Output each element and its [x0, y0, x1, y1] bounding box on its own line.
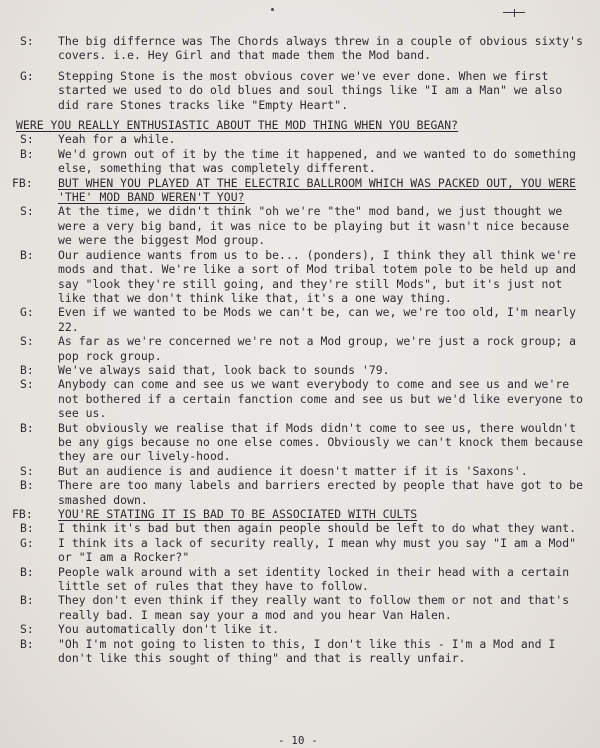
- speaker-label: G:: [20, 305, 34, 320]
- speaker-label: FB:: [12, 507, 33, 521]
- speaker-label: S:: [20, 463, 34, 478]
- transcript-line: [12, 536, 587, 565]
- transcript-line: [12, 565, 587, 594]
- transcript-line: [12, 464, 587, 478]
- line-text: I think its a lack of security really, I mean why must you say "I am a Mod" or "I am a Rocker?": [58, 535, 577, 565]
- speaker-label: S:: [20, 34, 34, 48]
- line-text: But obviously we realise that if Mods didn't come to see us, there wouldn't be any gigs because no one else comes. Obviously we can't knock them because they are our lively-hood.: [58, 420, 583, 464]
- speaker-label: B:: [20, 247, 34, 262]
- transcript-line: [12, 593, 587, 622]
- line-text: The big differnce was The Chords always threw in a couple of obvious sixty's covers. i.e. Hey Girl and that made them the Mod band.: [58, 34, 583, 63]
- speaker-label: S:: [20, 132, 34, 147]
- speaker-label: B:: [20, 564, 34, 579]
- page-number: - 10 -: [278, 734, 318, 747]
- line-text: They don't even think if they really want to follow them or not and that's really bad. I mean say your a mod and you hear Van Halen.: [58, 593, 570, 622]
- transcript-line: [12, 521, 587, 535]
- interviewer-question: [12, 176, 587, 205]
- line-text: At the time, we didn't think "oh we're "the" mod band, we just thought we were a very big band, it was nice to be playing but it wasn't nice because we were the biggest Mod group.: [58, 204, 570, 248]
- line-text: Stepping Stone is the most obvious cover we've ever done. When we first started we used to do old blues and soul things like "I am a Man" we also did rare Stones tracks like "Empty Heart".: [58, 68, 563, 112]
- speaker-label: G:: [20, 535, 34, 550]
- line-text: Even if we wanted to be Mods we can't be, can we, we're too old, I'm nearly 22.: [58, 305, 577, 334]
- line-text: Yeah for a while.: [58, 132, 176, 147]
- transcript-line: [12, 334, 587, 363]
- speaker-label: B:: [20, 593, 34, 608]
- speaker-label: B:: [20, 146, 34, 161]
- interviewer-question: [12, 507, 587, 521]
- question-text: YOU'RE STATING IT IS BAD TO BE ASSOCIATED WITH CULTS: [58, 507, 418, 521]
- transcript-line: [12, 622, 587, 636]
- speaker-label: B:: [20, 420, 34, 435]
- transcript-line: [12, 69, 587, 112]
- line-text: "Oh I'm not going to listen to this, I don't like this - I'm a Mod and I don't like this sought of thing" and that is really unfair.: [58, 636, 556, 666]
- line-text: As far as we're concerned we're not a Mod group, we're just a rock group; a pop rock group.: [58, 334, 577, 363]
- transcript-line: [12, 478, 587, 507]
- speaker-label: FB:: [12, 175, 33, 190]
- section-heading-row: [12, 118, 587, 132]
- speaker-label: S:: [20, 622, 34, 637]
- line-text: People walk around with a set identity locked in their head with a certain little set of rules that they have to follow.: [58, 564, 570, 594]
- section-heading: WERE YOU REALLY ENTHUSIASTIC ABOUT THE MOD THING WHEN YOU BEGAN?: [16, 118, 459, 133]
- transcript-line: [12, 204, 587, 247]
- line-text: Our audience wants from us to be... (ponders), I think they all think we're mods and that. We're like a sort of Mod tribal totem pole to be held up and say "look they're still going, and they're still Mods", but it's just not like that we don't think like that, it's a one way thing.: [58, 247, 577, 305]
- ink-speck: [271, 8, 274, 11]
- line-text: We've always said that, look back to sounds '79.: [58, 362, 390, 377]
- transcript-line: [12, 421, 587, 464]
- question-text: BUT WHEN YOU PLAYED AT THE ELECTRIC BALLROOM WHICH WAS PACKED OUT, YOU WERE 'THE' MOD BAND WEREN'T YOU?: [58, 175, 577, 205]
- transcript-line: [12, 147, 587, 176]
- line-text: Anybody can come and see us we want everybody to come and see us and we're not bothered if a certain fanction come and see us but we'd like everyone to see us.: [58, 377, 583, 421]
- line-text: But an audience is and audience it doesn't matter if it is 'Saxons'.: [58, 463, 528, 478]
- transcript-line: [12, 637, 587, 666]
- speaker-label: B:: [20, 362, 34, 377]
- speaker-label: B:: [20, 636, 34, 651]
- line-text: I think it's bad but then again people should be left to do what they want.: [58, 521, 577, 536]
- transcript-line: [12, 132, 587, 146]
- interview-transcript: [12, 34, 587, 665]
- line-text: We'd grown out of it by the time it happened, and we wanted to do something else, something that was completely different.: [58, 146, 577, 176]
- transcript-line: [12, 377, 587, 420]
- speaker-label: G:: [20, 68, 34, 83]
- transcript-line: [12, 248, 587, 306]
- speaker-label: B:: [20, 521, 34, 536]
- transcript-line: [12, 363, 587, 377]
- speaker-label: S:: [20, 204, 34, 219]
- line-text: You automatically don't like it.: [58, 622, 280, 637]
- line-text: There are too many labels and barriers erected by people that have got to be smashed down.: [58, 478, 583, 507]
- speaker-label: S:: [20, 377, 34, 392]
- speaker-label: S:: [20, 334, 34, 349]
- speaker-label: B:: [20, 478, 34, 493]
- registration-mark: [503, 9, 525, 17]
- transcript-line: [12, 34, 587, 63]
- transcript-line: [12, 305, 587, 334]
